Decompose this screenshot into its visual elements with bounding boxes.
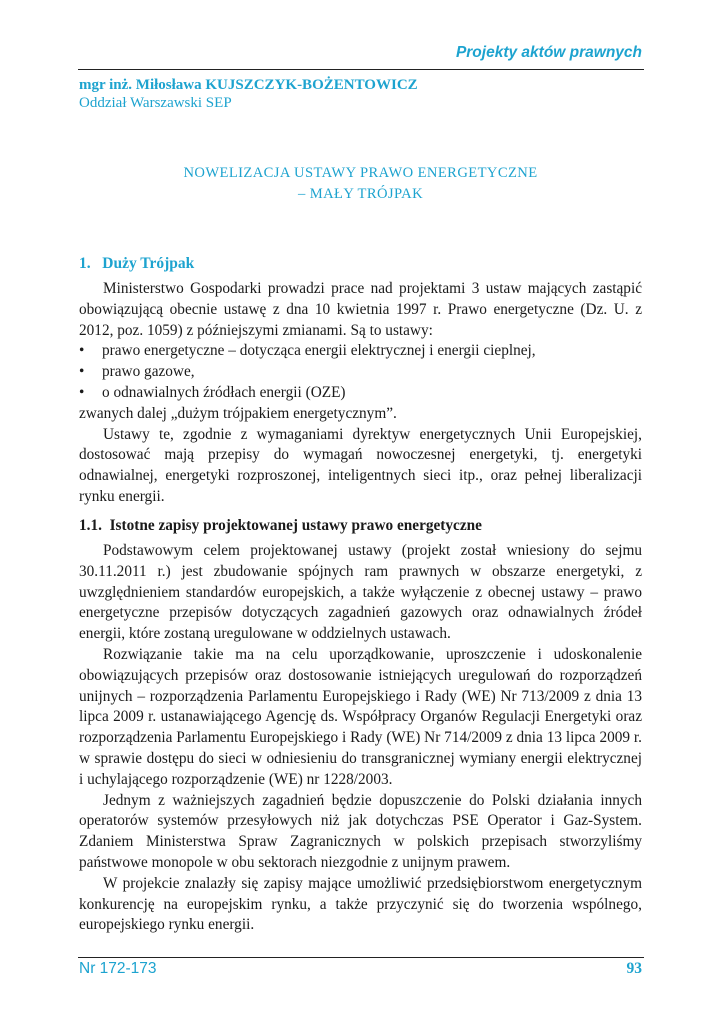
page-number: 93 xyxy=(626,960,642,977)
bullet-text: prawo gazowe, xyxy=(102,363,195,381)
footer-divider xyxy=(78,957,644,958)
section-1-paragraph-1: Ministerstwo Gospodarki prowadzi prace nad projektami 3 ustaw mających zastąpić obowiązującą obecnie ustawę z dna 10 kwietnia 1997 r. Prawo energetyczne (Dz. U. z 2012, poz. 1059) z późniejszymi zmianami. Są to ustawy: xyxy=(79,280,642,339)
issue-number: Nr 172-173 xyxy=(79,960,157,977)
article-title-line-2: – MAŁY TRÓJPAK xyxy=(297,186,424,202)
article-title-line-1: NOWELIZACJA USTAWY PRAWO ENERGETYCZNE xyxy=(183,165,538,181)
bullet-icon: • xyxy=(79,363,85,381)
bullet-icon: • xyxy=(79,342,85,360)
section-1-heading: 1. Duży Trójpak xyxy=(79,255,195,272)
bullet-list xyxy=(79,341,642,403)
header-divider xyxy=(78,69,644,70)
author-name: mgr inż. Miłosława KUJSZCZYK-BOŻENTOWICZ xyxy=(79,77,418,93)
section-1-body xyxy=(79,279,642,508)
author-affiliation: Oddział Warszawski SEP xyxy=(79,95,232,111)
section-1-1-paragraph-1: Podstawowym celem projektowanej ustawy (projekt został wniesiony do sejmu 30.11.2011 r.) jest zbudowanie spójnych ram prawnych w obszarze energetyki, z uwzględnieniem standardów europejskich, a także wyłączenie z obecnej ustawy – prawo energetyczne przepisów dotyczących zagadnień gazowych oraz odnawialnych źródeł energii, które zostaną uregulowane w oddzielnych ustawach. xyxy=(79,542,642,643)
bullet-item xyxy=(79,383,642,404)
bullet-item xyxy=(79,362,642,383)
section-1-paragraph-3: Ustawy te, zgodnie z wymaganiami dyrektyw energetycznych Unii Europejskiej, dostosować mają przepisy do wymagań nowoczesnej energetyki, tj. energetyki odnawialnej, energetyki rozproszonej, inteligentnych sieci itp., oraz pełnej liberalizacji rynku energii. xyxy=(79,425,642,505)
bullet-text: prawo energetyczne – dotycząca energii elektrycznej i energii cieplnej, xyxy=(102,342,536,360)
bullet-text: o odnawialnych źródłach energii (OZE) xyxy=(102,383,346,401)
section-1-1-paragraph-3: Jednym z ważniejszych zagadnień będzie dopuszczenie do Polski działania innych operatorów systemów przesyłowych niż jak dotychczas PSE Operator i Gaz-System. Zdaniem Ministerstwa Spraw Zagranicznych w polskich przepisach stworzyliśmy państwowe monopole w obu sektorach niezgodnie z unijnym prawem. xyxy=(79,791,642,871)
bullet-icon: • xyxy=(79,383,85,401)
section-1-1-paragraph-4: W projekcie znalazły się zapisy mające umożliwić przedsiębiorstwom energetycznym konkurencję na europejskim rynku, a także przyczynić się do tworzenia wspólnego, europejskiego rynku energii. xyxy=(79,874,642,934)
running-header: Projekty aktów prawnych xyxy=(455,44,642,61)
bullet-item xyxy=(79,341,642,362)
section-1-paragraph-2: zwanych dalej „dużym trójpakiem energetycznym”. xyxy=(79,404,397,422)
section-1-1-paragraph-2: Rozwiązanie takie ma na celu uporządkowanie, uproszczenie i udoskonalenie obowiązujących przepisów oraz dostosowanie istniejących uregulowań do rozporządzeń unijnych – rozporządzenia Parlamentu Europejskiego i Rady (WE) Nr 713/2009 z dnia 13 lipca 2009 r. ustanawiającego Agencję ds. Współpracy Organów Regulacji Energetyki oraz rozporządzenia Parlamentu Europejskiego i Rady (WE) Nr 714/2009 z dnia 13 lipca 2009 r. w sprawie dostępu do sieci w odniesieniu do transgranicznej wymiany energii elektrycznej i uchylającego rozporządzenie (WE) nr 1228/2003. xyxy=(79,645,642,788)
article-title xyxy=(79,163,642,205)
section-1-1-body xyxy=(79,541,642,936)
section-1-1-heading: 1.1. Istotne zapisy projektowanej ustawy prawo energetyczne xyxy=(79,517,482,534)
